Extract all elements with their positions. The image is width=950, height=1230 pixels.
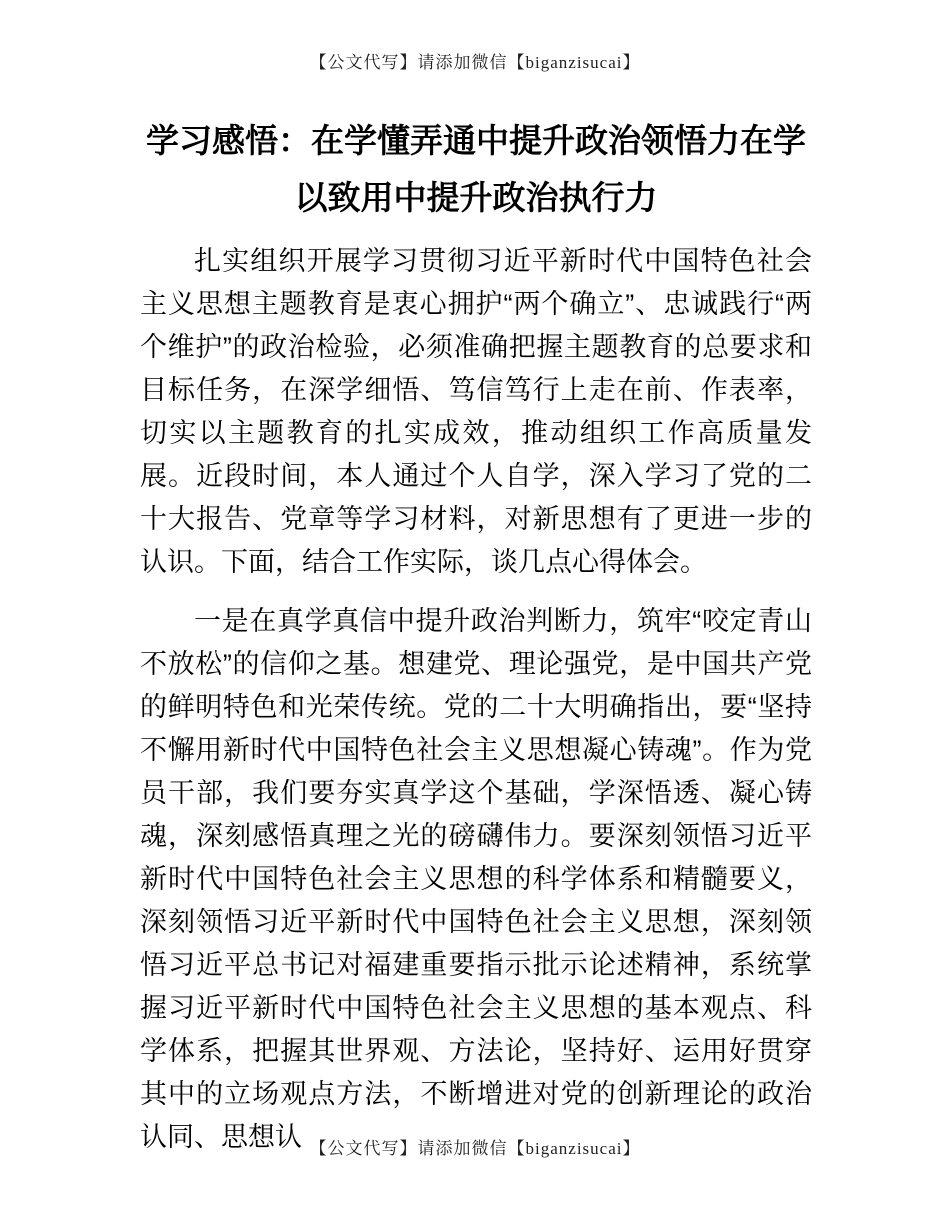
document-title: 学习感悟：在学懂弄通中提升政治领悟力在学以致用中提升政治执行力 bbox=[146, 122, 806, 216]
body-paragraph-1: 扎实组织开展学习贯彻习近平新时代中国特色社会主义思想主题教育是衷心拥护“两个确立”、忠诚践行“两个维护”的政治检验，必须准确把握主题教育的总要求和目标任务，在深学细悟、笃信笃行上走在前、作表率，切实以主题教育的扎实成效，推动组织工作高质量发展。近段时间，本人通过个人自学，深入学习了党的二十大报告、党章等学习材料，对新思想有了更进一步的认识。下面，结合工作实际，谈几点心得体会。 bbox=[140, 246, 812, 577]
page-footer-note: 【公文代写】请添加微信【biganzisucai】 bbox=[309, 1139, 641, 1158]
document-body bbox=[140, 240, 812, 1159]
body-paragraph-2: 一是在真学真信中提升政治判断力，筑牢“咬定青山不放松”的信仰之基。想建党、理论强党，是中国共产党的鲜明特色和光荣传统。党的二十大明确指出，要“坚持不懈用新时代中国特色社会主义思想凝心铸魂”。作为党员干部，我们要夯实真学这个基础，学深悟透、凝心铸魂，深刻感悟真理之光的磅礴伟力。要深刻领悟习近平新时代中国特色社会主义思想的科学体系和精髓要义，深刻领悟习近平新时代中国特色社会主义思想，深刻领悟习近平总书记对福建重要指示批示论述精神，系统掌握习近平新时代中国特色社会主义思想的基本观点、科学体系，把握其世界观、方法论，坚持好、运用好贯穿其中的立场观点方法，不断增进对党的创新理论的政治认同、思想认 bbox=[140, 606, 812, 1152]
page-header-note: 【公文代写】请添加微信【biganzisucai】 bbox=[309, 53, 641, 72]
